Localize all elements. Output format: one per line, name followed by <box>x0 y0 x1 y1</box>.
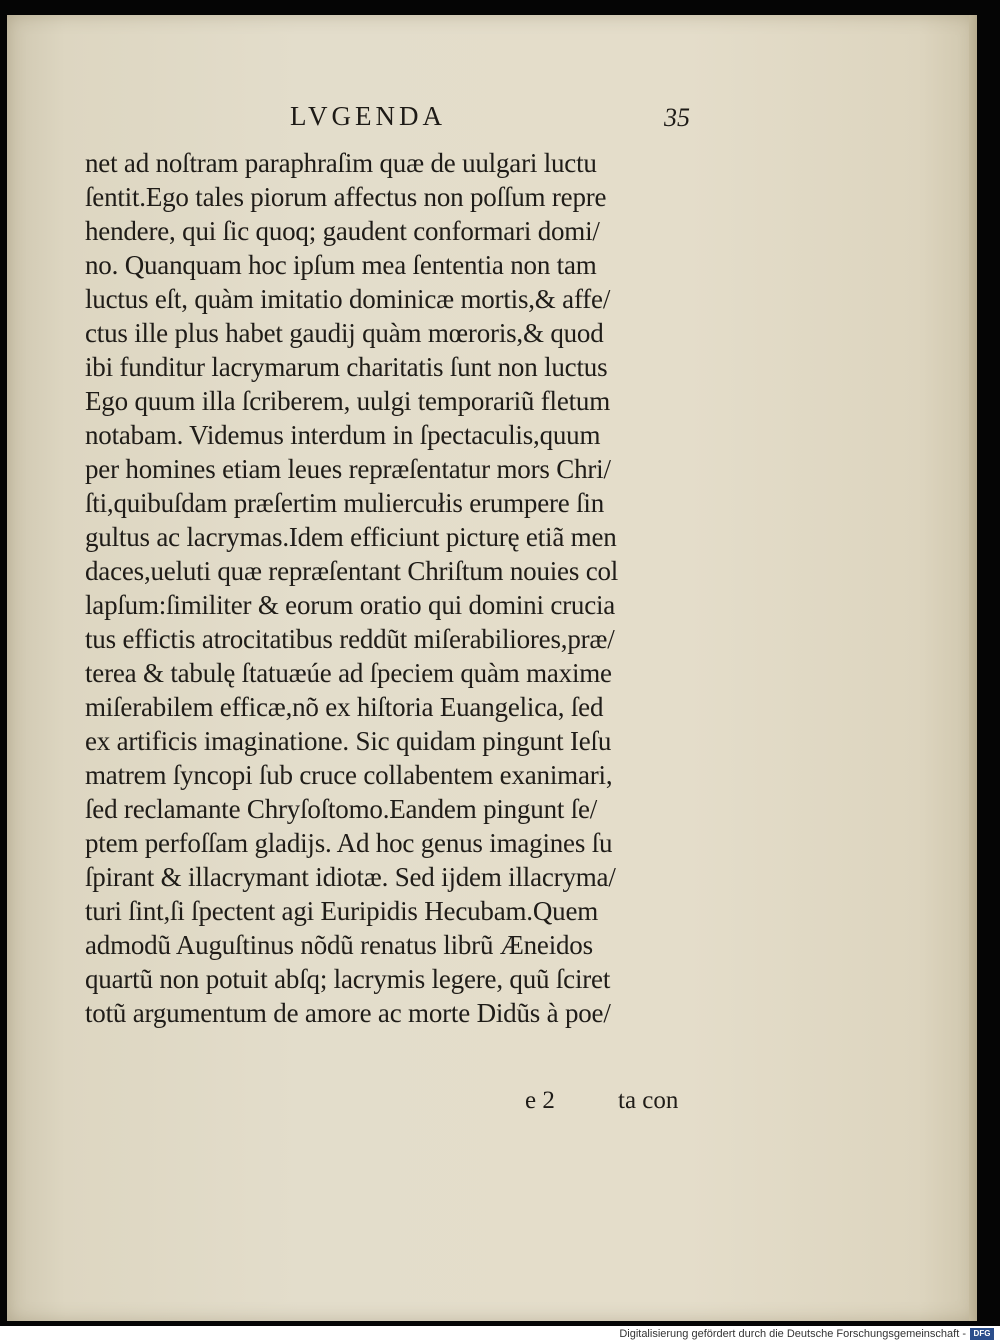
text-line: daces,ueluti quæ repræſentant Chriſtum nouies col <box>85 556 619 586</box>
folio-number: 35 <box>664 103 690 132</box>
text-line: miſerabilem efficæ,nõ ex hiſtoria Euangelica, ſed <box>85 692 604 722</box>
text-line: matrem ſyncopi ſub cruce collabentem exanimari, <box>85 760 613 790</box>
text-line: ptem perfoſſam gladijs. Ad hoc genus imagines ſu <box>85 828 613 858</box>
text-line: ctus ille plus habet gaudij quàm mœroris,& quod <box>85 318 604 348</box>
text-line: ſed reclamante Chryſoſtomo.Eandem pingunt ſe/ <box>85 794 598 824</box>
text-line: ſti,quibuſdam præſertim muliercułis erumpere ſin <box>85 488 605 518</box>
text-line: Ego quum illa ſcriberem, uulgi temporariũ fletum <box>85 386 611 416</box>
text-line: tus effictis atrocitatibus reddũt miſerabiliores,præ/ <box>85 624 615 654</box>
dfg-logo: DFG <box>970 1328 994 1340</box>
text-line: terea & tabulę ſtatuæúe ad ſpeciem quàm maxime <box>85 658 612 688</box>
text-line: ex artificis imaginatione. Sic quidam pingunt Ieſu <box>85 726 612 756</box>
text-line: per homines etiam leues repræſentatur mors Chri/ <box>85 454 611 484</box>
running-head-title: LVGENDA <box>290 101 446 131</box>
text-line: notabam. Videmus interdum in ſpectaculis,quum <box>85 420 601 450</box>
book-page <box>7 15 977 1321</box>
text-line: quartũ non potuit abſq; lacrymis legere, quũ ſciret <box>85 964 611 994</box>
text-line: net ad noſtram paraphraſim quæ de uulgari luctu <box>85 148 597 178</box>
text-line: admodũ Auguſtinus nõdũ renatus librũ Æneidos <box>85 930 593 960</box>
text-line: lapſum:ſimiliter & eorum oratio qui domini crucia <box>85 590 616 620</box>
text-line: totũ argumentum de amore ac morte Didũs à poe/ <box>85 998 611 1028</box>
body-text <box>85 146 705 1030</box>
credit-text: Digitalisierung gefördert durch die Deutsche Forschungsgemeinschaft - <box>619 1328 966 1340</box>
text-line: ibi funditur lacrymarum charitatis ſunt non luctus <box>85 352 608 382</box>
text-line: luctus eſt, quàm imitatio dominicæ mortis,& affe/ <box>85 284 611 314</box>
signature-mark: e 2 <box>525 1087 555 1114</box>
text-line: hendere, qui ſic quoq; gaudent conformari domi/ <box>85 216 600 246</box>
catchword: ta con <box>618 1087 679 1114</box>
text-line: gultus ac lacrymas.Idem efficiunt picturę etiã men <box>85 522 617 552</box>
text-line: no. Quanquam hoc ipſum mea ſententia non tam <box>85 250 597 280</box>
text-line: ſentit.Ego tales piorum affectus non poſſum repre <box>85 182 607 212</box>
credit-bar <box>0 1326 1000 1343</box>
text-line: ſpirant & illacrymant idiotæ. Sed ijdem illacryma/ <box>85 862 616 892</box>
page-footer <box>525 1084 725 1118</box>
page-edge <box>969 15 977 1321</box>
running-head <box>7 101 977 141</box>
text-line: turi ſint,ſi ſpectent agi Euripidis Hecubam.Quem <box>85 896 599 926</box>
